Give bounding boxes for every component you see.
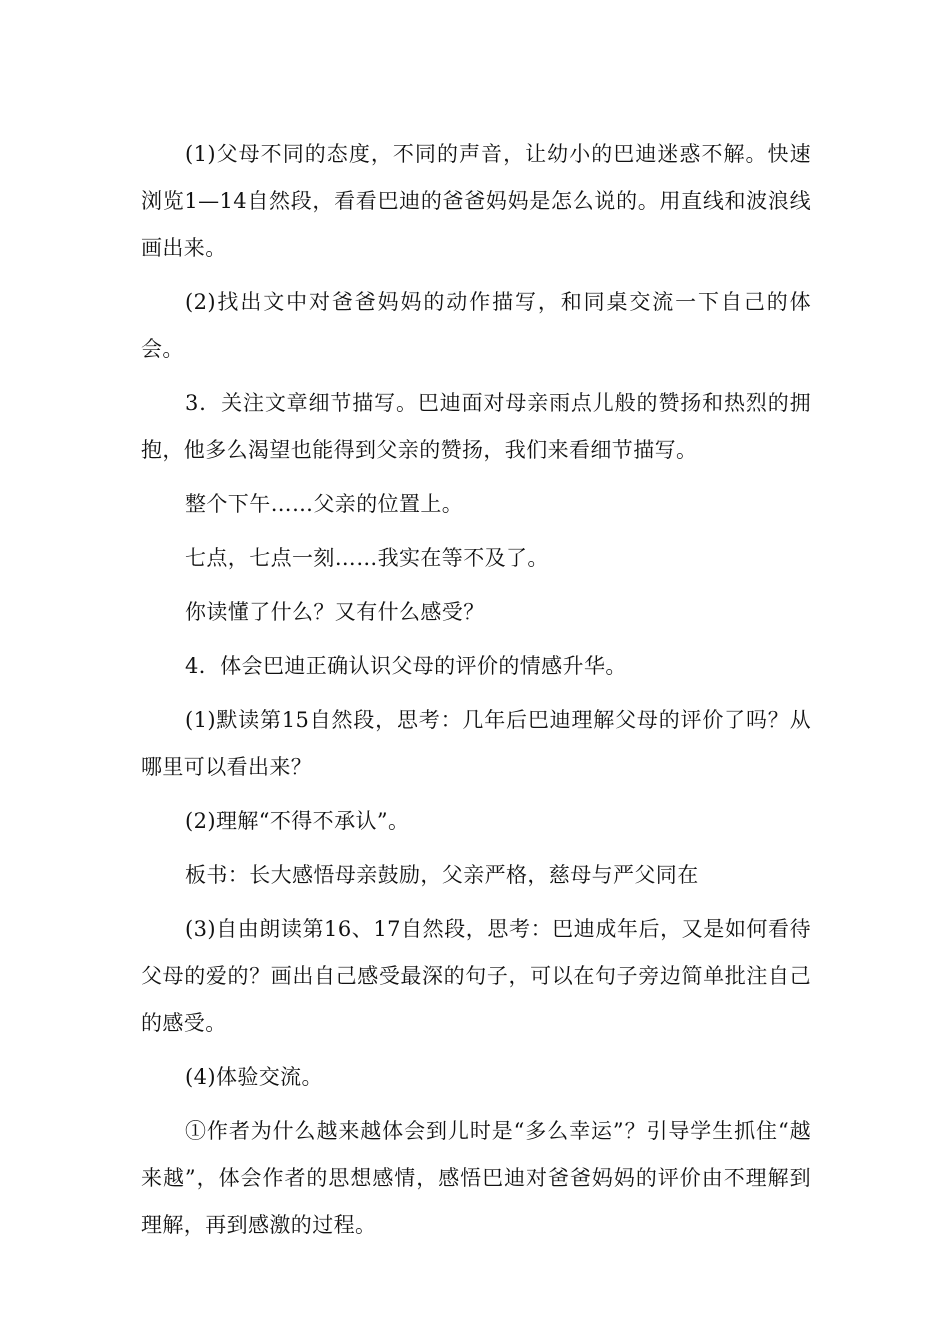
- paragraph: (2)理解“不得不承认”。: [185, 809, 410, 833]
- paragraph: (4)体验交流。: [185, 1065, 323, 1089]
- paragraph: 4．体会巴迪正确认识父母的评价的情感升华。: [185, 654, 627, 678]
- paragraph: 七点，七点一刻……我实在等不及了。: [185, 546, 549, 570]
- body-text: [141, 131, 811, 1249]
- paragraph: 整个下午……父亲的位置上。: [185, 492, 464, 516]
- paragraph: 板书：长大感悟母亲鼓励，父亲严格，慈母与严父同在: [185, 863, 699, 887]
- paragraph: ①作者为什么越来越体会到儿时是“多么幸运”？引导学生抓住“越来越”，体会作者的思想感情，感悟巴迪对爸爸妈妈的评价由不理解到理解，再到感激的过程。: [141, 1119, 811, 1237]
- paragraph: (1)父母不同的态度，不同的声音，让幼小的巴迪迷惑不解。快速浏览1—14自然段，看看巴迪的爸爸妈妈是怎么说的。用直线和波浪线画出来。: [141, 142, 811, 260]
- paragraph: (3)自由朗读第16、17自然段，思考：巴迪成年后，又是如何看待父母的爱的？画出自己感受最深的句子，可以在句子旁边简单批注自己的感受。: [141, 917, 811, 1035]
- paragraph: (2)找出文中对爸爸妈妈的动作描写，和同桌交流一下自己的体会。: [141, 290, 811, 361]
- paragraph: (1)默读第15自然段，思考：几年后巴迪理解父母的评价了吗？从哪里可以看出来？: [141, 708, 811, 779]
- paragraph: 你读懂了什么？又有什么感受？: [185, 600, 485, 624]
- paragraph: 3．关注文章细节描写。巴迪面对母亲雨点儿般的赞扬和热烈的拥抱，他多么渴望也能得到父亲的赞扬，我们来看细节描写。: [141, 391, 811, 462]
